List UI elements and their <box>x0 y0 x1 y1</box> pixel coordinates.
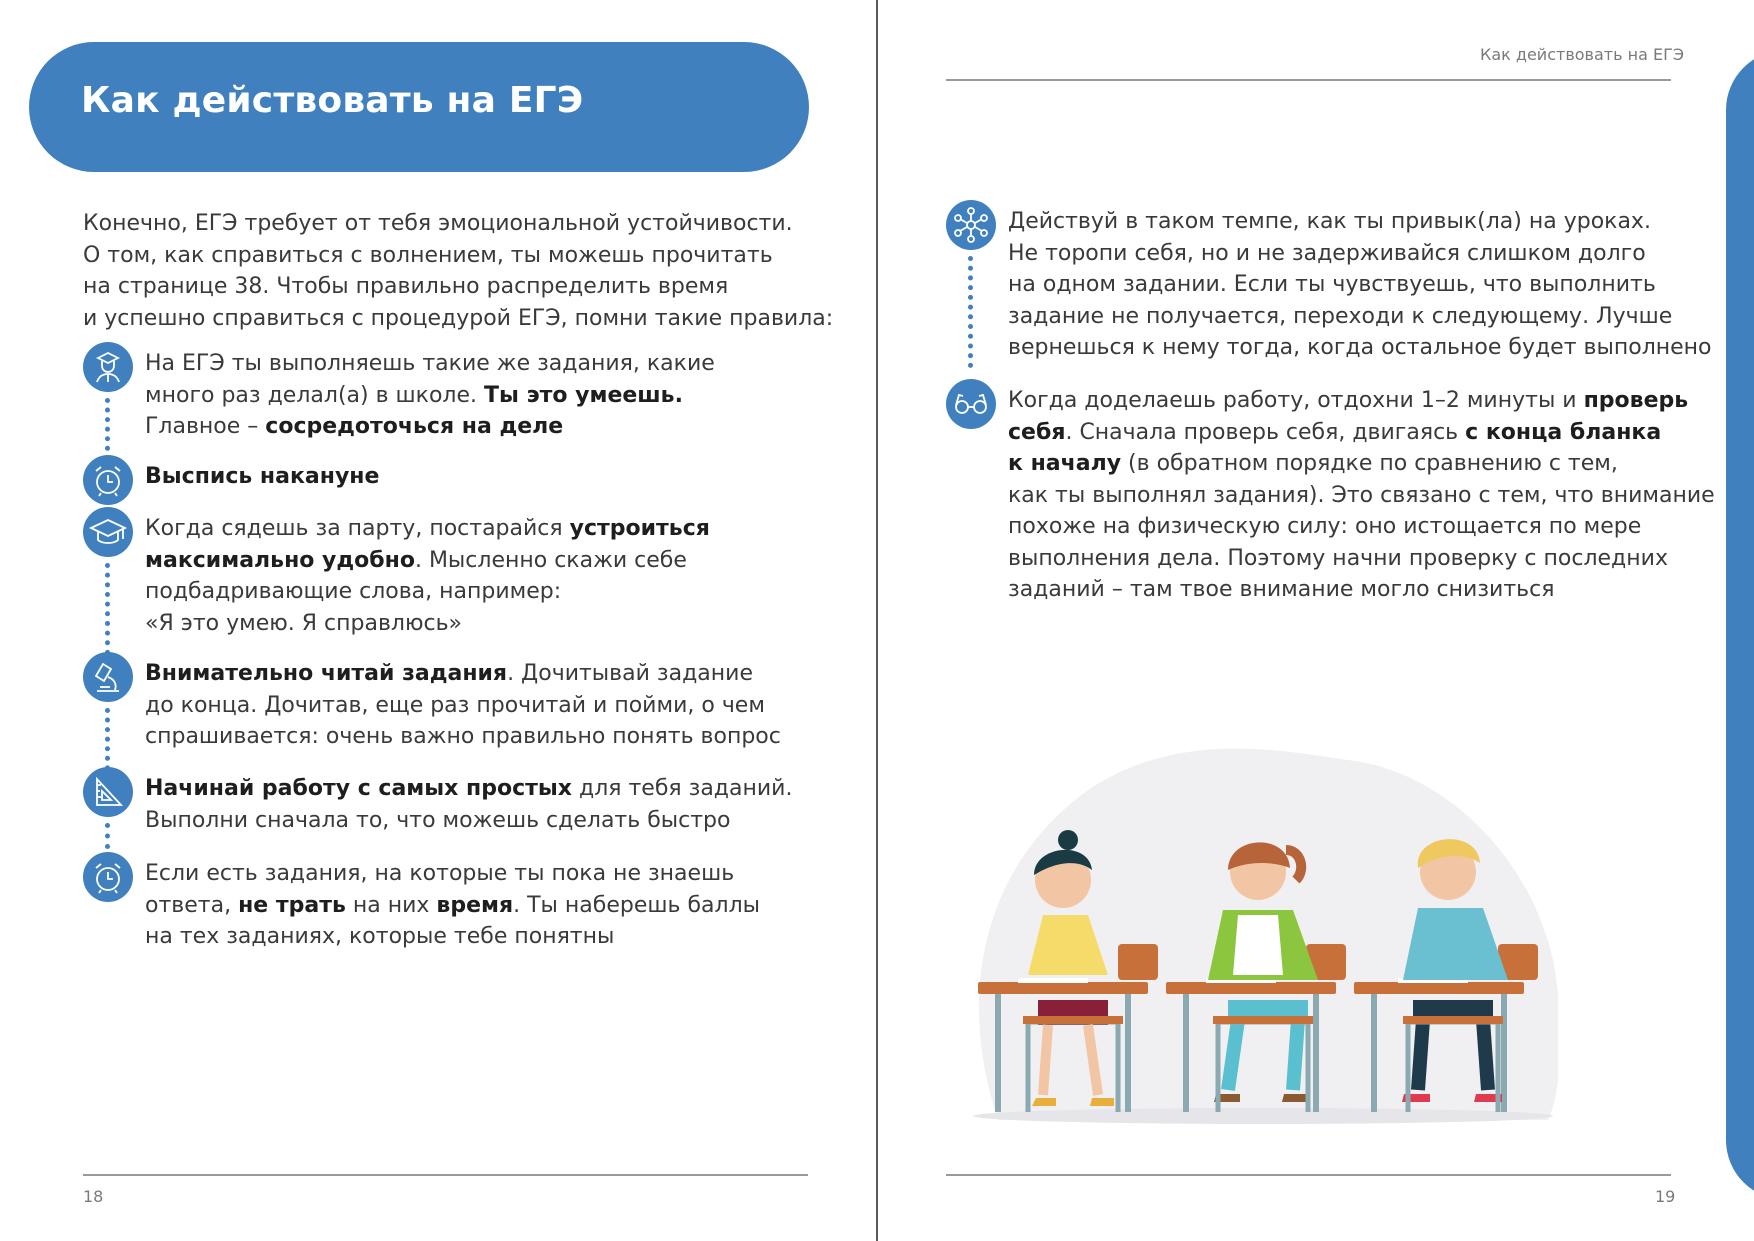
text-line: как ты выполнял задания). Это связано с тем, что внимание <box>1008 482 1715 508</box>
bold-run: Ты это умеешь. <box>484 382 683 408</box>
alarm-clock-icon <box>83 455 133 505</box>
bold-run: не трать <box>238 892 346 918</box>
intro-line: Конечно, ЕГЭ требует от тебя эмоциональной устойчивости. <box>83 211 793 236</box>
bold-run: Внимательно читай задания <box>145 661 508 686</box>
microscope-icon <box>83 652 133 702</box>
bold-run: себя <box>1008 419 1066 445</box>
text-line <box>145 658 781 690</box>
bold-run: время <box>436 892 514 918</box>
text-line: Не торопи себя, но и не задерживайся слишком долго <box>1008 240 1646 266</box>
alarm-clock-icon <box>83 852 133 902</box>
text-line <box>145 411 715 443</box>
left-page <box>0 0 876 1241</box>
bold-run: максимально удобно <box>145 547 415 573</box>
text-line: спрашивается: очень важно правильно понять вопрос <box>145 724 781 749</box>
text-line: Если есть задания, на которые ты пока не знаешь <box>145 861 735 886</box>
text-run: много раз делал(а) в школе. <box>145 382 485 408</box>
text-run: . Мысленно скажи себе <box>414 547 687 573</box>
title-banner <box>29 42 809 172</box>
text-line: На ЕГЭ ты выполняешь такие же задания, какие <box>145 351 715 376</box>
text-run: ответа, <box>145 892 239 918</box>
intro-paragraph <box>83 208 834 334</box>
bold-run: устроиться <box>569 516 710 541</box>
text-line <box>145 513 710 545</box>
text-run: для тебя заданий. <box>571 776 793 801</box>
page-title: Как действовать на ЕГЭ <box>81 80 584 121</box>
edge-tab <box>1726 50 1754 1200</box>
footer-rule <box>946 1174 1671 1176</box>
molecule-icon <box>946 200 996 250</box>
text-run: . Дочитывай задание <box>507 661 754 686</box>
text-line: похоже на физическую силу: оно истощается по мере <box>1008 514 1642 539</box>
text-line: Выполни сначала то, что можешь сделать быстро <box>145 807 731 833</box>
student-icon <box>83 342 133 392</box>
connector-dots <box>105 563 116 655</box>
text-run: (в обратном порядке по сравнению с тем, <box>1121 451 1618 476</box>
text-run: на них <box>345 892 437 918</box>
text-line: задание не получается, переходи к следующему. Лучше <box>1008 303 1673 329</box>
text-line <box>145 890 760 922</box>
text-line <box>1008 448 1715 480</box>
rule-text <box>145 858 760 953</box>
bold-run: Начинай работу с самых простых <box>145 776 572 801</box>
text-line <box>145 380 715 412</box>
text-line <box>145 545 710 577</box>
running-head: Как действовать на ЕГЭ <box>1479 45 1684 64</box>
graduation-cap-icon <box>83 507 133 557</box>
intro-line: О том, как справиться с волнением, ты можешь прочитать <box>83 242 773 268</box>
text-run: . Ты наберешь баллы <box>513 892 760 918</box>
rule-text <box>145 773 792 836</box>
text-line: заданий – там твое внимание могло снизиться <box>1008 577 1555 602</box>
text-run: Когда доделаешь работу, отдохни 1–2 минуты и <box>1008 388 1584 413</box>
text-line: «Я это умею. Я справлюсь» <box>145 610 463 636</box>
intro-line: и успешно справиться с процедурой ЕГЭ, помни такие правила: <box>83 305 834 331</box>
students-illustration <box>968 700 1558 1130</box>
text-line: подбадривающие слова, например: <box>145 579 562 604</box>
connector-dots <box>968 256 979 368</box>
bold-run: сосредоточься на деле <box>265 414 564 439</box>
bold-run: с конца бланка <box>1465 419 1662 445</box>
right-page <box>878 0 1754 1241</box>
glasses-icon <box>946 379 996 429</box>
text-line <box>1008 417 1715 449</box>
rule-text <box>145 658 781 753</box>
text-line <box>1008 385 1715 417</box>
text-run: Главное – <box>145 414 266 439</box>
rule-text <box>145 348 715 443</box>
ruler-triangle-icon <box>83 767 133 817</box>
text-line: Действуй в таком темпе, как ты привык(ла) на уроках. <box>1008 209 1651 234</box>
bold-run: Выспись накануне <box>145 464 380 489</box>
bold-run: к началу <box>1008 451 1122 476</box>
page-number: 18 <box>83 1187 104 1206</box>
footer-rule <box>83 1174 808 1176</box>
rule-text <box>1008 206 1712 364</box>
text-line <box>145 773 792 805</box>
text-line: вернешься к нему тогда, когда остальное будет выполнено <box>1008 335 1712 360</box>
connector-dots <box>105 823 116 849</box>
rule-text <box>1008 385 1715 606</box>
text-run: . Сначала проверь себя, двигаясь <box>1065 419 1466 445</box>
text-line <box>145 461 379 493</box>
rule-text <box>145 461 379 493</box>
page-number: 19 <box>1655 1187 1676 1206</box>
intro-line: на странице 38. Чтобы правильно распределить время <box>83 274 729 299</box>
header-rule <box>946 79 1671 81</box>
text-line: выполнения дела. Поэтому начни проверку с последних <box>1008 545 1668 571</box>
rule-text <box>145 513 710 639</box>
text-line: на тех заданиях, которые тебе понятны <box>145 924 615 949</box>
bold-run: проверь <box>1583 388 1689 413</box>
text-line: до конца. Дочитав, еще раз прочитай и пойми, о чем <box>145 692 765 718</box>
text-line: на одном задании. Если ты чувствуешь, что выполнить <box>1008 272 1656 297</box>
text-run: Когда сядешь за парту, постарайся <box>145 516 570 541</box>
